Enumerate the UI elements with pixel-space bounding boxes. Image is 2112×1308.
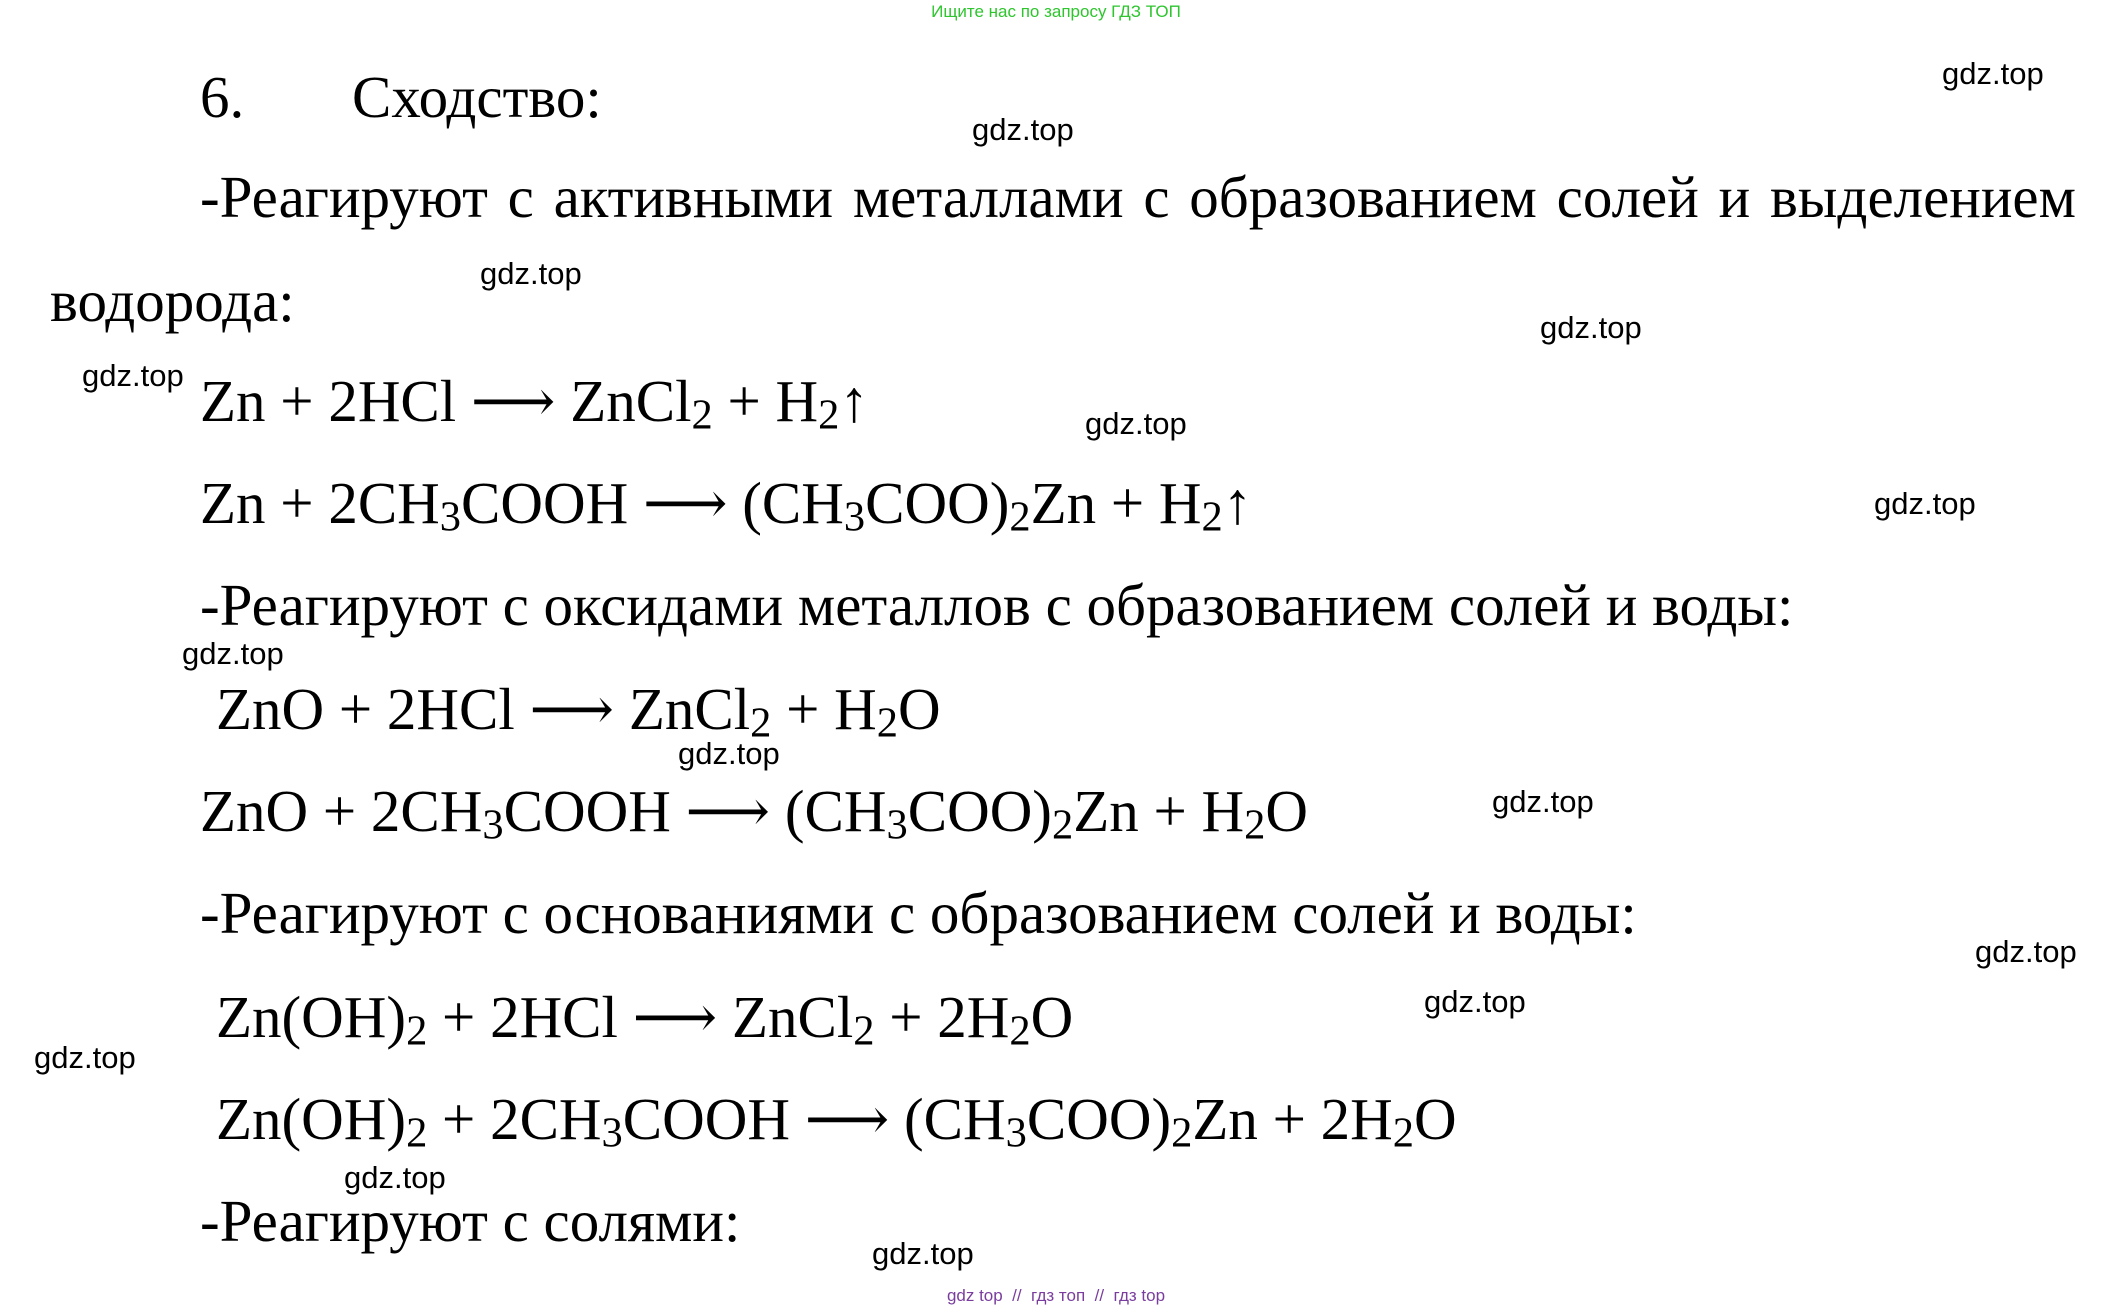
task-number: 6. [200,64,245,130]
intro-word: солей [1556,164,1699,230]
section-oxides: -Реагируют с оксидами металлов с образованием солей и воды: [200,572,1794,638]
intro-word: и [1718,164,1751,230]
section-salts: -Реагируют с солями: [200,1188,741,1254]
watermark: gdz.top [1424,984,1526,1019]
watermark: gdz.top [1975,934,2077,969]
top-search-banner: Ищите нас по запросу ГДЗ ТОП [931,2,1181,21]
intro-word: выделением [1769,164,2076,230]
equation-znoh2-acetic-acid: $Zn(OH)_2$ + $2CH_3COOH$ ⟶ $(CH_3COO)_2Zn + 2H_2O$ [216,1086,1457,1157]
footer-watermark: gdz top // гдз топ // гдз top [946,1286,1166,1305]
intro-word: с [507,164,534,230]
watermark: gdz.top [82,358,184,393]
watermark: gdz.top [1492,784,1594,819]
intro-word: с [1143,164,1170,230]
equation-zno-acetic-acid: ZnO + $2CH_3COOH$ ⟶ $(CH_3COO)_2Zn + H_2O$ [200,778,1308,849]
watermark: gdz.top [182,636,284,671]
watermark: gdz.top [34,1040,136,1075]
watermark: gdz.top [1874,486,1976,521]
section-bases: -Реагируют с основаниями с образованием солей и воды: [200,880,1637,946]
task-heading: Сходство: [352,64,602,130]
intro-word: образованием [1189,164,1537,230]
intro-word: металлами [852,164,1124,230]
watermark: gdz.top [1085,406,1187,441]
watermark: gdz.top [344,1160,446,1195]
watermark: gdz.top [678,736,780,771]
equation-znoh2-hcl: $Zn(OH)_2 + 2HCl$ ⟶ ZnCl$_2$ + $2H_2O$ [216,984,1074,1055]
watermark: gdz.top [480,256,582,291]
equation-zn-hcl: Zn + 2HCl ⟶ ZnCl$_2$ + $H_2↑$ [200,368,869,439]
intro-continuation: водорода: [50,268,295,334]
watermark: gdz.top [1942,56,2044,91]
equation-zno-hcl: ZnO + 2HCl ⟶ ZnCl$_2$ + $H_2O$ [216,676,941,747]
watermark: gdz.top [1540,310,1642,345]
watermark: gdz.top [872,1236,974,1271]
intro-word: -Реагируют [200,164,488,230]
intro-word: активными [553,164,834,230]
intro-line [200,164,2076,230]
watermark: gdz.top [972,112,1074,147]
equation-zn-acetic-acid: $Zn + 2CH_3COOH$ ⟶ $(CH_3COO)_2Zn$ + $H_2↑$ [200,470,1253,541]
